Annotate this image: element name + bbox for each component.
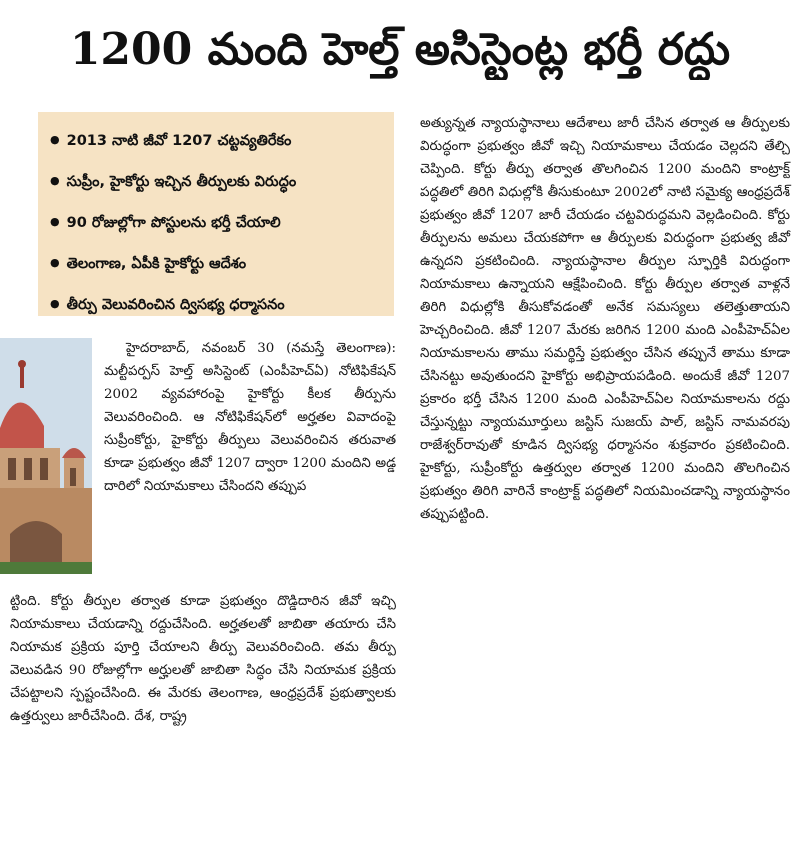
article-paragraph: హైదరాబాద్, నవంబర్ 30 (నమస్తే తెలంగాణ): మల్టీపర్పస్ హెల్త్ అసిస్టెంట్ (ఎంపీహెచ్ఏ) నోటిఫికేషన్ 2002 వ్యవహారంపై హైకోర్టు కీలక తీర్పును వెలువరించింది. ఆ నోటిఫికేషన్‌లో అర్హతల వివాదంపై సుప్రీంకోర్టు, హైకోర్టు తీర్పులు వెలువరించిన తరువాత కూడా ప్రభుత్వం జీవో 1207 ద్వారా 1200 మందిని అడ్డ దారిలో నియామకాలు చేసిందని తప్పుప xyxy=(104,341,396,494)
highlight-item: ● 90 రోజుల్లోగా పోస్టులను భర్తీ చేయాలి xyxy=(50,202,384,243)
highlight-item: ● తీర్పు వెలువరించిన ద్విసభ్య ధర్మాసనం xyxy=(50,284,384,325)
highlight-item: ● 2013 నాటి జీవో 1207 చట్టవ్యతిరేకం xyxy=(50,120,384,161)
high-court-building-icon xyxy=(0,338,92,574)
headline: 1200 మంది హెల్త్ అసిస్టెంట్ల భర్తీ రద్దు xyxy=(69,24,731,75)
article-column-1-bottom: ట్టింది. కోర్టు తీర్పుల తర్వాత కూడా ప్రభుత్వం దొడ్డిదారిన జీవో ఇచ్చి నియామకాలు చేయడాన్ని రద్దుచేసింది. అర్హతలతో జాబితా తయారు చేసి నియామక ప్రక్రియ పూర్తి చేయాలని తీర్పు వెలువరించింది. తమ తీర్పు వెలువడిన 90 రోజుల్లోగా అర్హులతో జాబితా సిద్ధం చేసి నియామక ప్రక్రియ చేపట్టాలని స్పష్టంచేసింది. ఈ మేరకు తెలంగాణ, ఆంధ్రప్రదేశ్ ప్రభుత్వాలకు ఉత్తర్వులు జారీచేసింది. దేశ, రాష్ట్ర xyxy=(10,594,396,724)
article-column-1-top xyxy=(104,337,396,498)
article-column-2: అత్యున్నత న్యాయస్థానాలు ఆదేశాలు జారీ చేసిన తర్వాత ఆ తీర్పులకు విరుద్ధంగా ప్రభుత్వం జీవో ఇచ్చి నియామకాలు చేయడం చెల్లదని తేల్చి చెప్పింది. కోర్టు తీర్పు తర్వాత తొలగించిన 1200 మందిని కాంట్రాక్ట్ పద్ధతిలో తిరిగి విధుల్లోకి తీసుకుంటూ 2002లో నాటి సమైక్య ఆంధ్రప్రదేశ్ ప్రభుత్వం జీవో 1207 జారీ చేయడం చట్టవిరుద్ధమని వెల్లడించింది. కోర్టు తీర్పులను అమలు చేయకపోగా ఆ తీర్పులకు విరుద్ధంగా ప్రభుత్వ జీవో ఉన్నదని ప్రకటించింది. న్యాయస్థానాల తీర్పుల స్ఫూర్తికి విరుద్ధంగా నియామకాలు ఉన్నాయని ఆక్షేపించింది. కోర్టు తీర్పుల తర్వాత వాళ్లనే తిరిగి విధుల్లోకి తీసుకోవడంతో అనేక సమస్యలు తలెత్తుతాయని హెచ్చరించింది. జీవో 1207 మేరకు జరిగిన 1200 మంది ఎంపీహెచ్ఏల నియామకాలను తాము సమర్థిస్తే ప్రభుత్వం చేసిన తప్పునే తాము కూడా చేసినట్టు అవుతుందని హైకోర్టు అభిప్రాయపడింది. అందుకే జీవో 1207 ప్రకారం భర్తీ చేసిన 1200 మంది ఎంపీహెచ్ఏల నియామకాలను రద్దు చేస్తున్నట్టు న్యాయమూర్తులు జస్టిస్ సుజయ్ పాల్, జస్టిస్ నామవరపు రాజేశ్వర్‌రావుతో కూడిన ద్విసభ్య ధర్మాసనం శుక్రవారం ప్రకటించింది. హైకోర్టు, సుప్రీంకోర్టు ఉత్తర్వుల తర్వాత 1200 మందిని తొలగించిన ప్రభుత్వం తిరిగి వారినే కాంట్రాక్ట్ పద్ధతిలో నియమించడాన్ని న్యాయస్థానం తప్పుపట్టింది. xyxy=(420,116,790,522)
highlights-list xyxy=(50,120,384,325)
highlight-item: ● సుప్రీం, హైకోర్టు ఇచ్చిన తీర్పులకు విరుద్ధం xyxy=(50,161,384,202)
highlight-item: ● తెలంగాణ, ఏపీకి హైకోర్టు ఆదేశం xyxy=(50,243,384,284)
high-court-building-photo xyxy=(0,338,92,574)
highlights-box xyxy=(38,112,394,316)
